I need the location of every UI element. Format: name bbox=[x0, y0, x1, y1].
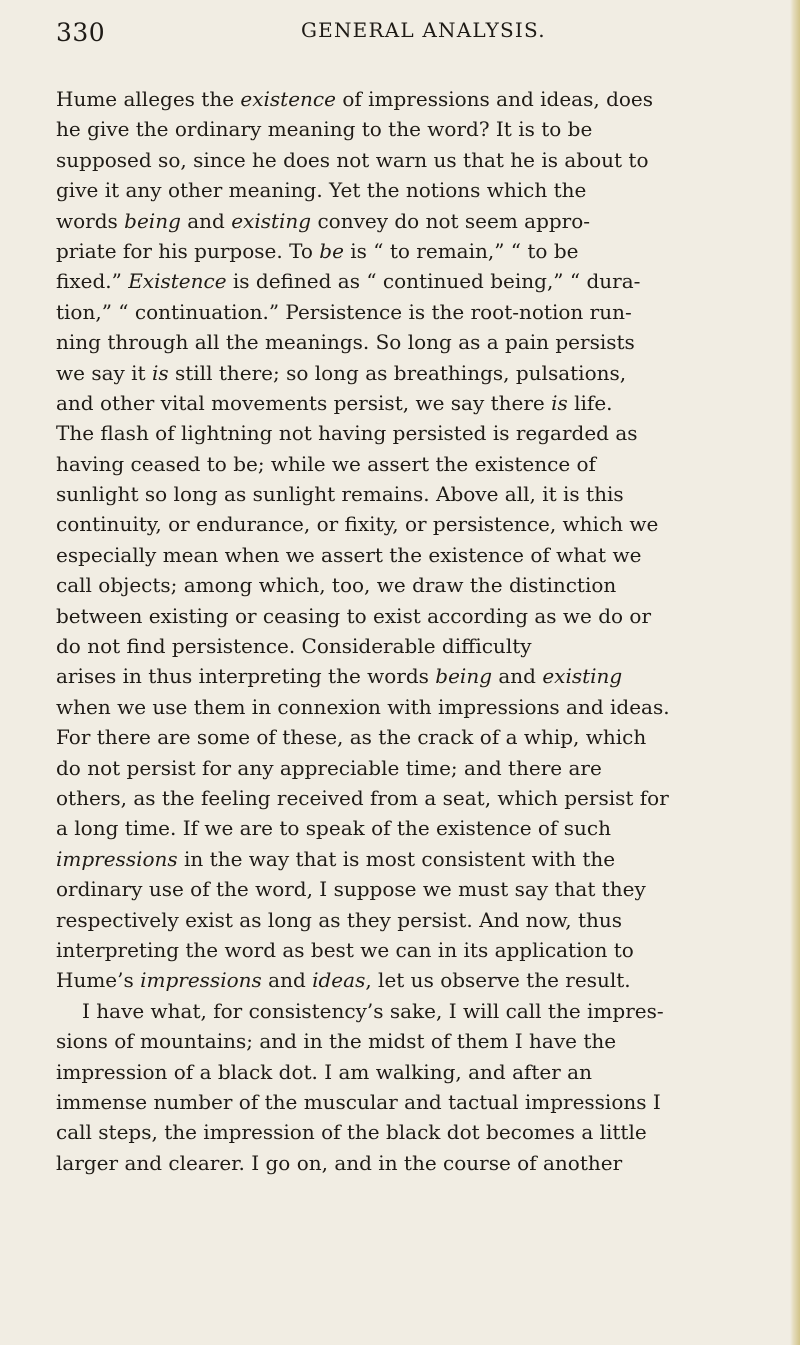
text-run: do not persist for any appreciable time; and there are bbox=[56, 755, 602, 780]
text-line bbox=[56, 722, 768, 752]
text-line bbox=[56, 479, 768, 509]
text-line bbox=[56, 206, 768, 236]
text-run: he give the ordinary meaning to the word? It is to be bbox=[56, 117, 593, 142]
text-run: and bbox=[261, 968, 313, 993]
text-line bbox=[56, 631, 768, 661]
text-run: having ceased to be; while we assert the existence of bbox=[56, 451, 596, 476]
body-text bbox=[56, 84, 768, 1178]
text-run: interpreting the word as best we can in its application to bbox=[56, 937, 634, 962]
text-run: a long time. If we are to speak of the existence of such bbox=[56, 816, 611, 841]
text-line bbox=[56, 844, 768, 874]
text-line bbox=[56, 84, 768, 114]
text-line bbox=[56, 692, 768, 722]
text-line bbox=[56, 236, 768, 266]
text-run: do not find persistence. Considerable difficulty bbox=[56, 634, 532, 659]
text-run: is “ to remain,” “ to be bbox=[343, 238, 579, 263]
text-run: and bbox=[492, 664, 543, 689]
text-line bbox=[56, 145, 768, 175]
text-run: impression of a black dot. I am walking, and after an bbox=[56, 1059, 592, 1084]
italic-run: ideas bbox=[312, 968, 366, 993]
italic-run: existing bbox=[542, 664, 623, 689]
text-run: respectively exist as long as they persist. And now, thus bbox=[56, 907, 623, 932]
text-run: between existing or ceasing to exist according as we do or bbox=[56, 603, 652, 628]
text-run: words bbox=[56, 208, 125, 233]
text-run: call objects; among which, too, we draw the distinction bbox=[56, 573, 617, 598]
text-run: priate for his purpose. To bbox=[56, 238, 320, 263]
page-edge bbox=[790, 0, 800, 1345]
page-header bbox=[56, 6, 760, 56]
page-number: 330 bbox=[56, 18, 106, 47]
text-run: is defined as “ continued being,” “ dura- bbox=[226, 269, 641, 294]
text-run: and bbox=[180, 208, 232, 233]
text-run: larger and clearer. I go on, and in the course of another bbox=[56, 1150, 623, 1175]
text-run: supposed so, since he does not warn us that he is about to bbox=[56, 147, 649, 172]
text-line bbox=[56, 1148, 768, 1178]
text-line bbox=[56, 266, 768, 296]
text-line bbox=[56, 965, 768, 995]
text-run: fixed.” bbox=[56, 269, 129, 294]
text-line bbox=[56, 905, 768, 935]
text-run: , let us observe the result. bbox=[365, 968, 631, 993]
text-run: ning through all the meanings. So long as a pain persists bbox=[56, 330, 635, 355]
text-line bbox=[56, 1057, 768, 1087]
italic-run: being bbox=[124, 208, 181, 233]
text-run: sunlight so long as sunlight remains. Above all, it is this bbox=[56, 482, 624, 507]
text-line bbox=[56, 1117, 768, 1147]
text-line bbox=[56, 114, 768, 144]
text-run: arises in thus interpreting the words bbox=[56, 664, 436, 689]
italic-run: is bbox=[151, 360, 169, 385]
italic-run: existing bbox=[231, 208, 312, 233]
text-line bbox=[56, 388, 768, 418]
text-line bbox=[56, 358, 768, 388]
text-line bbox=[56, 661, 768, 691]
text-run: and other vital movements persist, we say there bbox=[56, 390, 552, 415]
text-run: sions of mountains; and in the midst of them I have the bbox=[56, 1029, 617, 1054]
italic-run: be bbox=[319, 238, 344, 263]
text-run: I have what, for consistency’s sake, I will call the impres- bbox=[82, 998, 664, 1023]
text-run: still there; so long as breathings, pulsations, bbox=[168, 360, 627, 385]
italic-run: is bbox=[551, 390, 568, 415]
text-line bbox=[56, 601, 768, 631]
text-line bbox=[56, 570, 768, 600]
text-line bbox=[56, 1087, 768, 1117]
text-run: when we use them in connexion with impressions and ideas. bbox=[56, 694, 670, 719]
text-run: of impressions and ideas, does bbox=[335, 87, 654, 111]
text-run: others, as the feeling received from a seat, which persist for bbox=[56, 785, 669, 810]
text-line bbox=[56, 175, 768, 205]
text-line bbox=[56, 1026, 768, 1056]
text-line bbox=[56, 996, 768, 1026]
text-line bbox=[56, 813, 768, 843]
text-line bbox=[56, 874, 768, 904]
text-run: For there are some of these, as the crack of a whip, which bbox=[56, 725, 647, 750]
italic-run: existence bbox=[240, 87, 336, 111]
text-run: call steps, the impression of the black dot becomes a little bbox=[56, 1120, 647, 1145]
text-line bbox=[56, 783, 768, 813]
italic-run: Existence bbox=[128, 269, 227, 294]
text-run: immense number of the muscular and tactual impressions I bbox=[56, 1089, 661, 1114]
text-run: tion,” “ continuation.” Persistence is the root-notion run- bbox=[56, 299, 632, 324]
text-line bbox=[56, 327, 768, 357]
text-line bbox=[56, 418, 768, 448]
italic-run: impressions bbox=[140, 968, 262, 993]
italic-run: impressions bbox=[56, 846, 178, 871]
text-line bbox=[56, 509, 768, 539]
text-line bbox=[56, 297, 768, 327]
text-run: convey do not seem appro- bbox=[311, 208, 591, 233]
running-head: GENERAL ANALYSIS. bbox=[301, 18, 546, 42]
text-run: in the way that is most consistent with the bbox=[177, 846, 616, 871]
text-line bbox=[56, 449, 768, 479]
text-line bbox=[56, 935, 768, 965]
text-line bbox=[56, 540, 768, 570]
text-run: Hume’s bbox=[56, 968, 141, 993]
text-run: The flash of lightning not having persisted is regarded as bbox=[56, 421, 638, 446]
text-line bbox=[56, 753, 768, 783]
text-run: ordinary use of the word, I suppose we must say that they bbox=[56, 877, 646, 902]
italic-run: being bbox=[435, 664, 493, 689]
text-run: life. bbox=[567, 390, 613, 415]
text-run: give it any other meaning. Yet the notions which the bbox=[56, 178, 587, 203]
text-run: we say it bbox=[56, 360, 152, 385]
text-run: continuity, or endurance, or fixity, or persistence, which we bbox=[56, 512, 659, 537]
text-run: Hume alleges the bbox=[56, 87, 241, 111]
text-run: especially mean when we assert the existence of what we bbox=[56, 542, 642, 567]
